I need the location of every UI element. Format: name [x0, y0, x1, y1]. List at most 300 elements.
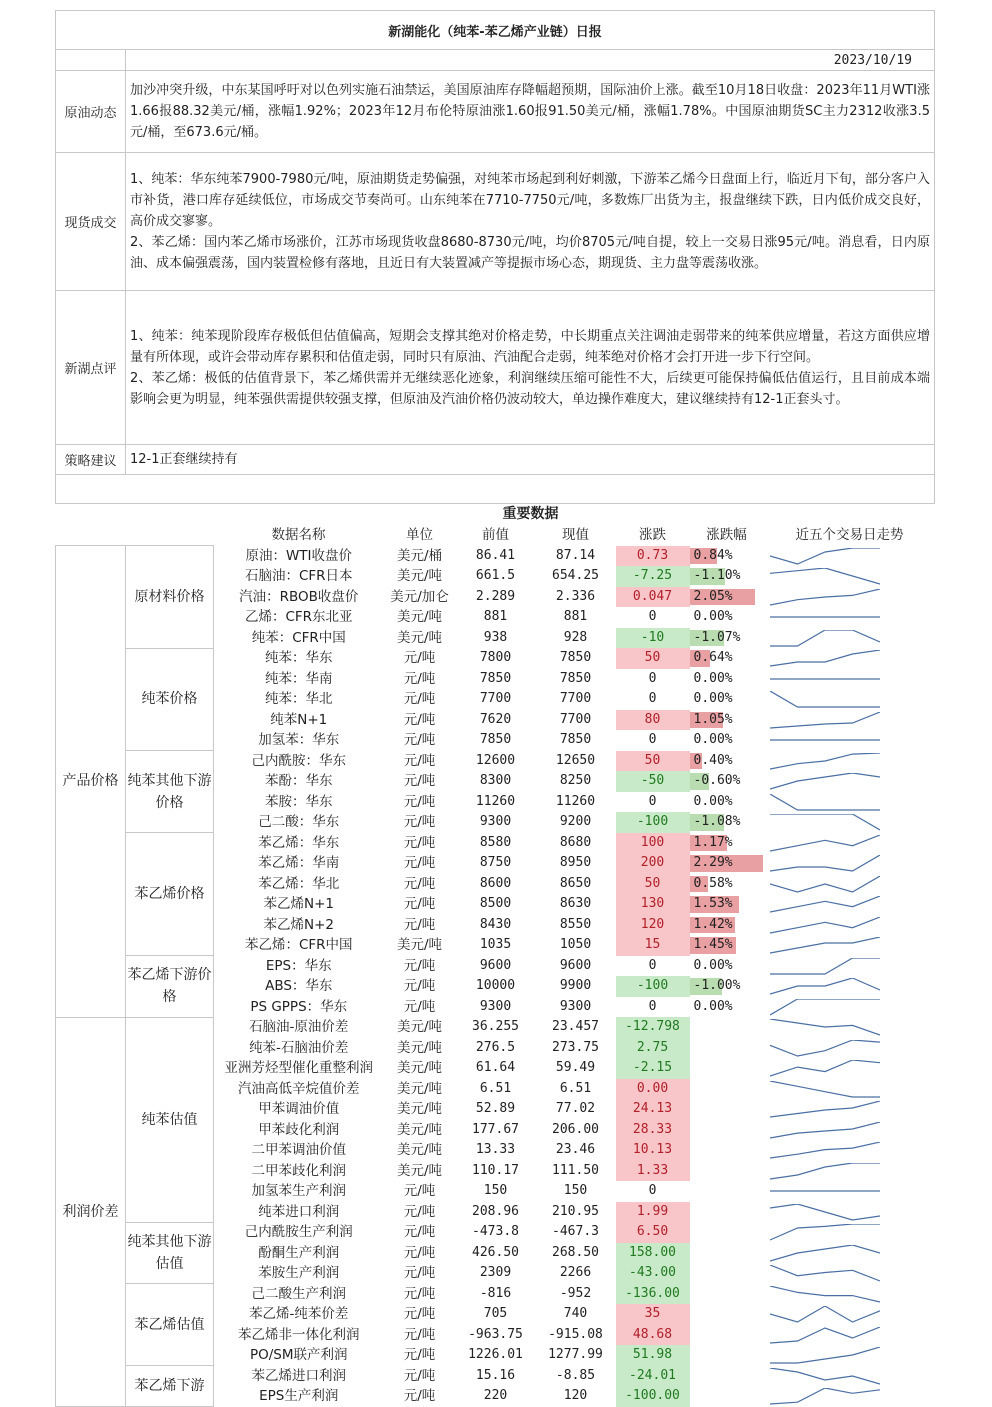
trend-sparkline [764, 1345, 936, 1366]
row-change-pct [690, 956, 764, 977]
row-name: 纯苯N+1 [270, 711, 328, 728]
row-current: 740 [563, 1306, 588, 1322]
comment-text-styrene: 2、苯乙烯：极低的估值背景下，苯乙烯供需并无继续恶化迹象，利润继续压缩可能性不大，后续更可能保持偏低估值运行，且目前成本端影响会更为明显，纯苯强供需提供较强支撑，但原油及汽油价格仍波动较大，单边操作难度大，建议继续持有12-1正套头寸。 [130, 370, 930, 407]
pct-value: 0.00% [693, 957, 733, 973]
row-unit: 元/吨 [403, 1367, 436, 1384]
column-header: 数据名称 [271, 527, 326, 543]
row-current: 150 [563, 1183, 588, 1199]
row-change-pct [690, 874, 764, 895]
pct-value: 0.00% [693, 670, 733, 686]
row-prev: 9300 [479, 998, 512, 1014]
row-current: 7700 [559, 691, 592, 707]
row-prev: -473.8 [472, 1224, 519, 1240]
row-change-pct [690, 1079, 764, 1100]
pct-value: 0.64% [693, 650, 733, 666]
row-change-pct [690, 976, 764, 997]
sparkline-line [770, 1327, 880, 1343]
row-unit: 元/吨 [403, 1244, 436, 1261]
pct-value: 0.84% [693, 547, 733, 563]
row-prev: 9300 [479, 814, 512, 830]
row-name: 酚酮生产利润 [258, 1244, 340, 1261]
row-prev: 9600 [479, 957, 512, 973]
trend-sparkline [764, 566, 936, 587]
group-label: 利润价差 [56, 1017, 126, 1407]
subgroup-label: 纯苯价格 [126, 648, 214, 751]
pct-value: 1.42% [693, 916, 733, 932]
row-unit: 美元/吨 [396, 1080, 443, 1097]
row-change: -100 [616, 976, 690, 997]
sparkline-svg [770, 1347, 880, 1365]
row-current: 9300 [559, 998, 592, 1014]
row-current: 9900 [559, 978, 592, 994]
row-current: 928 [563, 629, 588, 645]
pct-value: -1.08% [693, 814, 741, 830]
row-prev: 110.17 [472, 1162, 519, 1178]
column-header: 单位 [406, 527, 433, 543]
sparkline-line [770, 1245, 880, 1261]
row-current: -915.08 [548, 1326, 603, 1342]
row-change-pct [690, 751, 764, 772]
trend-sparkline [764, 976, 936, 997]
row-change: 158.00 [616, 1243, 690, 1264]
row-prev: -816 [479, 1285, 512, 1301]
sparkline-svg [770, 1019, 880, 1037]
row-current: 7850 [559, 650, 592, 666]
crude-label: 原油动态 [56, 71, 126, 153]
pct-value: -1.07% [693, 629, 741, 645]
pct-value: -0.60% [693, 773, 741, 789]
trend-sparkline [764, 956, 936, 977]
row-prev: 2309 [479, 1265, 512, 1281]
row-change-pct [690, 1058, 764, 1079]
sparkline-svg [770, 1388, 880, 1406]
row-unit: 元/吨 [403, 711, 436, 728]
comment-text-benzene: 1、纯苯：纯苯现阶段库存极低但估值偏高，短期会支撑其绝对价格走势，中长期重点关注调油走弱带来的纯苯供应增量，若这方面供应增量有所体现，或许会带动库存累积和估值走弱，同时只有原油、汽油配合走弱，纯苯绝对价格才会打开进一步下行空间。 [130, 328, 930, 365]
row-change-pct [690, 1263, 764, 1284]
sparkline-line [770, 1368, 880, 1384]
sparkline-svg [770, 691, 880, 709]
trend-sparkline [764, 1140, 936, 1161]
sparkline-svg [770, 999, 880, 1017]
sparkline-svg [770, 937, 880, 955]
sparkline-svg [770, 1245, 880, 1263]
row-change: 28.33 [616, 1120, 690, 1141]
trend-sparkline [764, 1079, 936, 1100]
trend-sparkline [764, 1181, 936, 1202]
section-title: 重要数据 [502, 506, 559, 523]
row-current: 8950 [559, 855, 592, 871]
row-change-pct [690, 1284, 764, 1305]
row-prev: 11260 [475, 793, 516, 809]
pct-value: 0.00% [693, 998, 733, 1014]
sparkline-svg [770, 1060, 880, 1078]
trend-sparkline [764, 1284, 936, 1305]
table-row [56, 1284, 936, 1305]
sparkline-line [770, 1040, 880, 1056]
row-current: 7850 [559, 732, 592, 748]
trend-sparkline [764, 894, 936, 915]
sparkline-svg [770, 876, 880, 894]
row-prev: 7620 [479, 711, 512, 727]
row-change: 2.75 [616, 1038, 690, 1059]
sparkline-line [770, 1347, 880, 1363]
row-change: 15 [616, 935, 690, 956]
row-change: 100 [616, 833, 690, 854]
sparkline-svg [770, 650, 880, 668]
key-data-table [55, 504, 936, 1407]
row-name: 苯胺：华东 [265, 793, 333, 810]
trend-sparkline [764, 730, 936, 751]
row-change: 0 [648, 1183, 657, 1199]
trend-sparkline [764, 1243, 936, 1264]
row-change-pct [690, 1202, 764, 1223]
row-current: 273.75 [552, 1039, 599, 1055]
row-unit: 美元/吨 [396, 1162, 443, 1179]
subgroup-label: 纯苯其他下游价格 [126, 751, 214, 833]
trend-sparkline [764, 915, 936, 936]
row-current: 12650 [555, 752, 596, 768]
row-unit: 元/吨 [403, 1265, 436, 1282]
row-name: 甲苯调油价值 [258, 1101, 340, 1118]
sparkline-line [770, 999, 880, 1015]
row-change-pct [690, 1243, 764, 1264]
row-current: 23.46 [555, 1142, 596, 1158]
row-unit: 美元/吨 [396, 937, 443, 954]
row-prev: 15.16 [475, 1367, 516, 1383]
trend-sparkline [764, 546, 936, 567]
row-current: 9200 [559, 814, 592, 830]
sparkline-line [770, 1101, 880, 1117]
row-change: 0 [648, 691, 657, 707]
sparkline-line [770, 773, 880, 789]
column-header: 涨跌幅 [706, 527, 747, 543]
row-change-pct [690, 915, 764, 936]
row-current: 8550 [559, 916, 592, 932]
row-prev: 8500 [479, 896, 512, 912]
trend-sparkline [764, 607, 936, 628]
subgroup-label: 原材料价格 [126, 546, 214, 649]
row-change: 50 [616, 751, 690, 772]
row-unit: 美元/吨 [396, 1060, 443, 1077]
column-header: 前值 [482, 527, 509, 543]
row-prev: 8600 [479, 875, 512, 891]
row-current: 2266 [559, 1265, 592, 1281]
row-current: 87.14 [555, 547, 596, 563]
sparkline-line [770, 1142, 880, 1158]
row-change-pct [690, 1161, 764, 1182]
sparkline-svg [770, 1306, 880, 1324]
row-prev: 8430 [479, 916, 512, 932]
row-change-pct [690, 1366, 764, 1387]
row-change-pct [690, 1099, 764, 1120]
trend-sparkline [764, 710, 936, 731]
sparkline-line [770, 1306, 880, 1322]
row-change: -136.00 [616, 1284, 690, 1305]
row-prev: 177.67 [472, 1121, 519, 1137]
row-change-pct [690, 997, 764, 1018]
row-name: 亚洲芳烃型催化重整利润 [224, 1060, 373, 1077]
row-current: 8250 [559, 773, 592, 789]
row-prev: 61.64 [475, 1060, 516, 1076]
row-unit: 元/吨 [403, 1306, 436, 1323]
pct-value: 1.05% [693, 711, 733, 727]
row-name: 苯胺生产利润 [258, 1265, 340, 1282]
sparkline-line [770, 691, 880, 707]
subgroup-label: 苯乙烯估值 [126, 1284, 214, 1366]
row-current: 77.02 [555, 1101, 596, 1117]
row-current: 8650 [559, 875, 592, 891]
pct-value: 0.00% [693, 609, 733, 625]
row-change: -7.25 [616, 566, 690, 587]
row-change-pct [690, 833, 764, 854]
row-name: 苯乙烯：华东 [258, 834, 340, 851]
row-change-pct [690, 566, 764, 587]
row-prev: 1226.01 [468, 1347, 523, 1363]
sparkline-svg [770, 855, 880, 873]
row-prev: 705 [483, 1306, 508, 1322]
trend-sparkline [764, 771, 936, 792]
trend-sparkline [764, 648, 936, 669]
row-prev: 7700 [479, 691, 512, 707]
row-change: 0 [648, 793, 657, 809]
row-change-pct [690, 894, 764, 915]
sparkline-line [770, 650, 880, 666]
row-name: 石脑油：CFR日本 [244, 568, 353, 585]
sparkline-svg [770, 1163, 880, 1181]
sparkline-svg [770, 978, 880, 996]
row-current: 23.457 [552, 1019, 599, 1035]
sparkline-svg [770, 1183, 880, 1201]
section-title-row [56, 504, 936, 525]
sparkline-line [770, 630, 880, 646]
row-current: 111.50 [552, 1162, 599, 1178]
row-prev: 6.51 [479, 1080, 512, 1096]
row-current: -8.85 [555, 1367, 596, 1383]
sparkline-svg [770, 1142, 880, 1160]
pct-value: 1.45% [693, 937, 733, 953]
row-change: 200 [616, 853, 690, 874]
row-current: 11260 [555, 793, 596, 809]
row-change-pct [690, 812, 764, 833]
trend-sparkline [764, 751, 936, 772]
row-change-pct [690, 771, 764, 792]
table-row [56, 833, 936, 854]
row-unit: 元/吨 [403, 855, 436, 872]
row-name: 汽油高低辛烷值价差 [238, 1080, 360, 1097]
row-name: 纯苯-石脑油价差 [249, 1039, 349, 1056]
row-prev: 12600 [475, 752, 516, 768]
sparkline-line [770, 835, 880, 851]
row-change: 6.50 [616, 1222, 690, 1243]
row-change-pct [690, 1304, 764, 1325]
row-name: 苯乙烯：华南 [258, 855, 340, 872]
row-prev: 36.255 [472, 1019, 519, 1035]
row-name: 二甲苯调油价值 [251, 1142, 346, 1159]
sparkline-svg [770, 1224, 880, 1242]
row-prev: 13.33 [475, 1142, 516, 1158]
row-prev: 8750 [479, 855, 512, 871]
row-change: 1.33 [616, 1161, 690, 1182]
row-change-pct [690, 935, 764, 956]
subgroup-label: 纯苯其他下游估值 [126, 1222, 214, 1284]
row-unit: 元/吨 [403, 814, 436, 831]
sparkline-line [770, 1163, 880, 1179]
column-header-row [56, 525, 936, 546]
sparkline-svg [770, 568, 880, 586]
row-prev: 7850 [479, 732, 512, 748]
row-name: 己二酸：华东 [258, 814, 340, 831]
table-row [56, 648, 936, 669]
row-current: -467.3 [552, 1224, 599, 1240]
subgroup-label: 苯乙烯下游 [126, 1366, 214, 1407]
row-name: ABS：华东 [265, 978, 333, 995]
row-change-pct [690, 1325, 764, 1346]
sparkline-line [770, 978, 880, 994]
report-date: 2023/10/19 [126, 50, 935, 71]
pct-value: -1.10% [693, 568, 741, 584]
pct-value: 0.00% [693, 793, 733, 809]
row-change: -100.00 [616, 1386, 690, 1407]
row-current: 206.00 [552, 1121, 599, 1137]
row-change: 1.99 [616, 1202, 690, 1223]
sparkline-svg [770, 732, 880, 750]
pct-value: 0.58% [693, 875, 733, 891]
row-prev: 150 [483, 1183, 508, 1199]
trend-sparkline [764, 1038, 936, 1059]
sparkline-line [770, 753, 880, 769]
sparkline-svg [770, 1040, 880, 1058]
sparkline-line [770, 937, 880, 953]
trend-sparkline [764, 1304, 936, 1325]
trend-sparkline [764, 812, 936, 833]
row-unit: 元/吨 [403, 916, 436, 933]
column-header: 涨跌 [639, 527, 666, 543]
row-unit: 元/吨 [403, 691, 436, 708]
sparkline-line [770, 896, 880, 912]
sparkline-svg [770, 773, 880, 791]
row-name: EPS：华东 [265, 957, 332, 974]
sparkline-line [770, 1019, 880, 1035]
row-name: 苯酚：华东 [265, 773, 333, 790]
row-name: 汽油：RBOB收盘价 [239, 588, 359, 605]
row-name: 己二酸生产利润 [251, 1285, 346, 1302]
strategy-label: 策略建议 [56, 445, 126, 475]
row-current: 9600 [559, 957, 592, 973]
row-unit: 美元/桶 [396, 547, 443, 564]
row-name: 苯乙烯进口利润 [251, 1367, 346, 1384]
sparkline-line [770, 1265, 880, 1281]
row-prev: 938 [483, 629, 508, 645]
row-change: -10 [616, 628, 690, 649]
pct-value: 0.40% [693, 752, 733, 768]
trend-sparkline [764, 997, 936, 1018]
row-unit: 元/吨 [403, 670, 436, 687]
row-current: 8630 [559, 896, 592, 912]
row-change-pct [690, 1140, 764, 1161]
row-change-pct [690, 853, 764, 874]
row-name: 二甲苯歧化利润 [251, 1162, 346, 1179]
row-change: 0 [648, 732, 657, 748]
row-current: 654.25 [552, 568, 599, 584]
sparkline-svg [770, 1122, 880, 1140]
row-unit: 美元/吨 [396, 568, 443, 585]
row-change-pct [690, 607, 764, 628]
row-unit: 美元/吨 [396, 629, 443, 646]
trend-sparkline [764, 587, 936, 608]
row-prev: 881 [483, 609, 508, 625]
table-row [56, 751, 936, 772]
row-name: 纯苯：华北 [265, 691, 333, 708]
sparkline-svg [770, 1265, 880, 1283]
sparkline-svg [770, 589, 880, 607]
row-unit: 元/吨 [403, 650, 436, 667]
row-prev: 1035 [479, 937, 512, 953]
trend-sparkline [764, 689, 936, 710]
row-change-pct [690, 587, 764, 608]
row-name: 己内酰胺：华东 [251, 752, 346, 769]
row-current: 7700 [559, 711, 592, 727]
sparkline-svg [770, 794, 880, 812]
row-change-pct [690, 730, 764, 751]
comment-label: 新湖点评 [56, 291, 126, 445]
report-title: 新湖能化（纯苯-苯乙烯产业链）日报 [56, 11, 935, 50]
sparkline-line [770, 958, 880, 974]
sparkline-line [770, 1081, 880, 1097]
row-change: 0 [648, 998, 657, 1014]
row-current: 210.95 [552, 1203, 599, 1219]
sparkline-svg [770, 1081, 880, 1099]
sparkline-line [770, 1204, 880, 1220]
row-name: 原油：WTI收盘价 [245, 547, 353, 564]
row-name: 甲苯歧化利润 [258, 1121, 340, 1138]
sparkline-line [770, 794, 880, 810]
row-name: 苯乙烯-纯苯价差 [249, 1306, 349, 1323]
row-name: 纯苯：华东 [265, 650, 333, 667]
trend-sparkline [764, 935, 936, 956]
row-unit: 元/吨 [403, 1347, 436, 1364]
row-change: -43.00 [616, 1263, 690, 1284]
row-unit: 元/吨 [403, 875, 436, 892]
row-name: 纯苯：华南 [265, 670, 333, 687]
row-current: 1277.99 [548, 1347, 603, 1363]
trend-sparkline [764, 853, 936, 874]
row-unit: 元/吨 [403, 998, 436, 1015]
row-prev: 86.41 [475, 547, 516, 563]
row-change-pct [690, 792, 764, 813]
row-unit: 元/吨 [403, 773, 436, 790]
sparkline-svg [770, 1286, 880, 1304]
sparkline-line [770, 548, 880, 564]
sparkline-svg [770, 896, 880, 914]
subgroup-label: 纯苯估值 [126, 1017, 214, 1222]
row-change: 130 [616, 894, 690, 915]
row-change: 120 [616, 915, 690, 936]
row-prev: 10000 [475, 978, 516, 994]
row-current: 2.336 [555, 588, 596, 604]
row-current: 881 [563, 609, 588, 625]
row-unit: 美元/吨 [396, 1101, 443, 1118]
row-change: 0 [648, 957, 657, 973]
row-name: 乙烯：CFR东北亚 [244, 609, 353, 626]
sparkline-line [770, 1388, 880, 1404]
row-current: 8680 [559, 834, 592, 850]
row-change: 0.047 [616, 587, 690, 608]
row-change: -100 [616, 812, 690, 833]
column-header: 现值 [562, 527, 589, 543]
sparkline-line [770, 917, 880, 933]
row-name: 己内酰胺生产利润 [244, 1224, 353, 1241]
sparkline-svg [770, 814, 880, 832]
